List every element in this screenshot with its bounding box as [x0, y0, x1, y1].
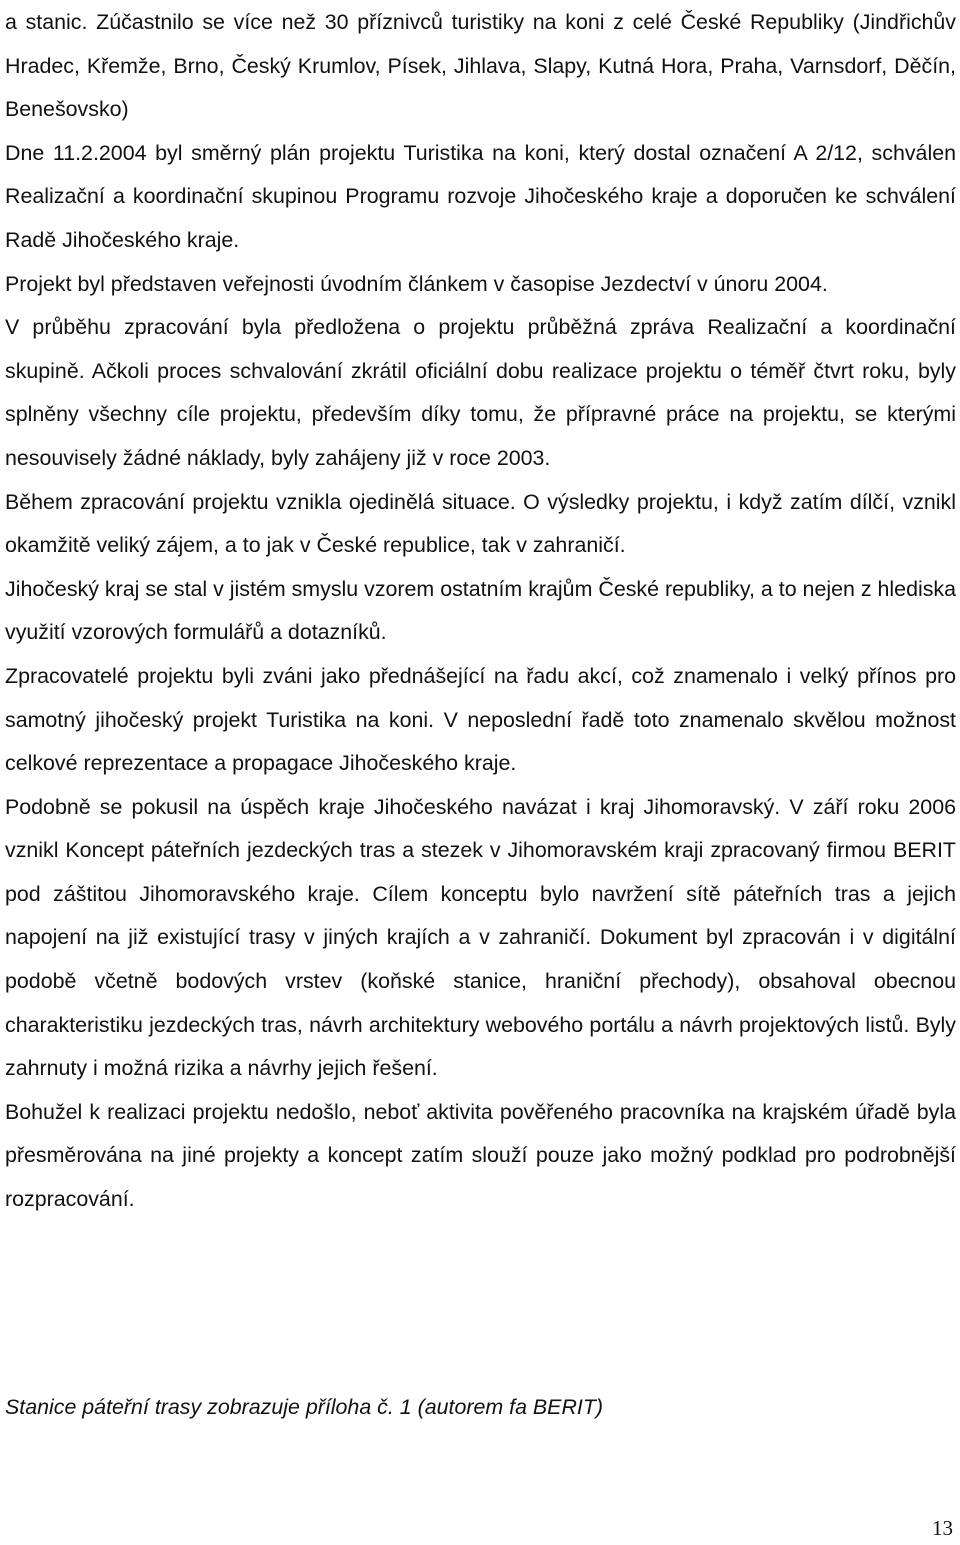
body-text	[5, 1, 956, 1222]
paragraph-not-realized: Bohužel k realizaci projektu nedošlo, neboť aktivita pověřeného pracovníka na krajském úřadě byla přesměrována na jiné projekty a koncept zatím slouží pouze jako možný podklad pro podrobnější rozpracování.	[5, 1099, 956, 1212]
paragraph-public-presentation: Projekt byl představen veřejnosti úvodním článkem v časopise Jezdectví v únoru 2004.	[5, 271, 828, 296]
paragraph-plan-approval: Dne 11.2.2004 byl směrný plán projektu Turistika na koni, který dostal označení A 2/12, schválen Realizační a koordinační skupinou Programu rozvoje Jihočeského kraje a doporučen ke schválení Radě Jihočeského kraje.	[5, 140, 956, 252]
page-number: 13	[932, 1516, 953, 1540]
paragraph-progress-report: V průběhu zpracování byla předložena o projektu průběžná zpráva Realizační a koordinační skupině. Ačkoli proces schvalování zkrátil oficiální dobu realizace projektu o téměř čtvrt roku, byly splněny všechny cíle projektu, především díky tomu, že přípravné práce na projektu, se kterými nesouvisely žádné náklady, byly zahájeny již v roce 2003.	[5, 315, 956, 470]
paragraph-lectures: Zpracovatelé projektu byli zváni jako přednášející na řadu akcí, což znamenalo i velký přínos pro samotný jihočeský projekt Turistika na koni. V neposlední řadě toto znamenalo skvělou možnost celkové reprezentace a propagace Jihočeského kraje.	[5, 663, 956, 776]
paragraph-riding-event: a stanic. Zúčastnilo se více než 30 příznivců turistiky na koni z celé České Republiky (Jindřichův Hradec, Křemže, Brno, Český Krumlov, Písek, Jihlava, Slapy, Kutná Hora, Praha, Varnsdorf, Děčín, Benešovsko)	[5, 10, 956, 122]
caption-appendix-note: Stanice páteřní trasy zobrazuje příloha č. 1 (autorem fa BERIT)	[5, 1395, 604, 1419]
paragraph-model-region: Jihočeský kraj se stal v jistém smyslu vzorem ostatním krajům České republiky, a to nejen z hlediska využití vzorových formulářů a dotazníků.	[5, 576, 956, 645]
paragraph-south-moravia: Podobně se pokusil na úspěch kraje Jihočeského navázat i kraj Jihomoravský. V září roku 2006 vznikl Koncept páteřních jezdeckých tras a stezek v Jihomoravském kraji zpracovaný firmou BERIT pod záštitou Jihomoravského kraje. Cílem konceptu bylo navržení sítě páteřních tras a jejich napojení na již existující trasy v jiných krajích a v zahraničí. Dokument byl zpracován i v digitální podobě včetně bodových vrstev (koňské stanice, hraniční přechody), obsahoval obecnou charakteristiku jezdeckých tras, návrh architektury webového portálu a návrh projektových listů. Byly zahrnuty i možná rizika a návrhy jejich řešení.	[5, 794, 956, 1081]
paragraph-unique-situation: Během zpracování projektu vznikla ojedinělá situace. O výsledky projektu, i když zatím dílčí, vznikl okamžitě veliký zájem, a to jak v České republice, tak v zahraničí.	[5, 489, 956, 558]
